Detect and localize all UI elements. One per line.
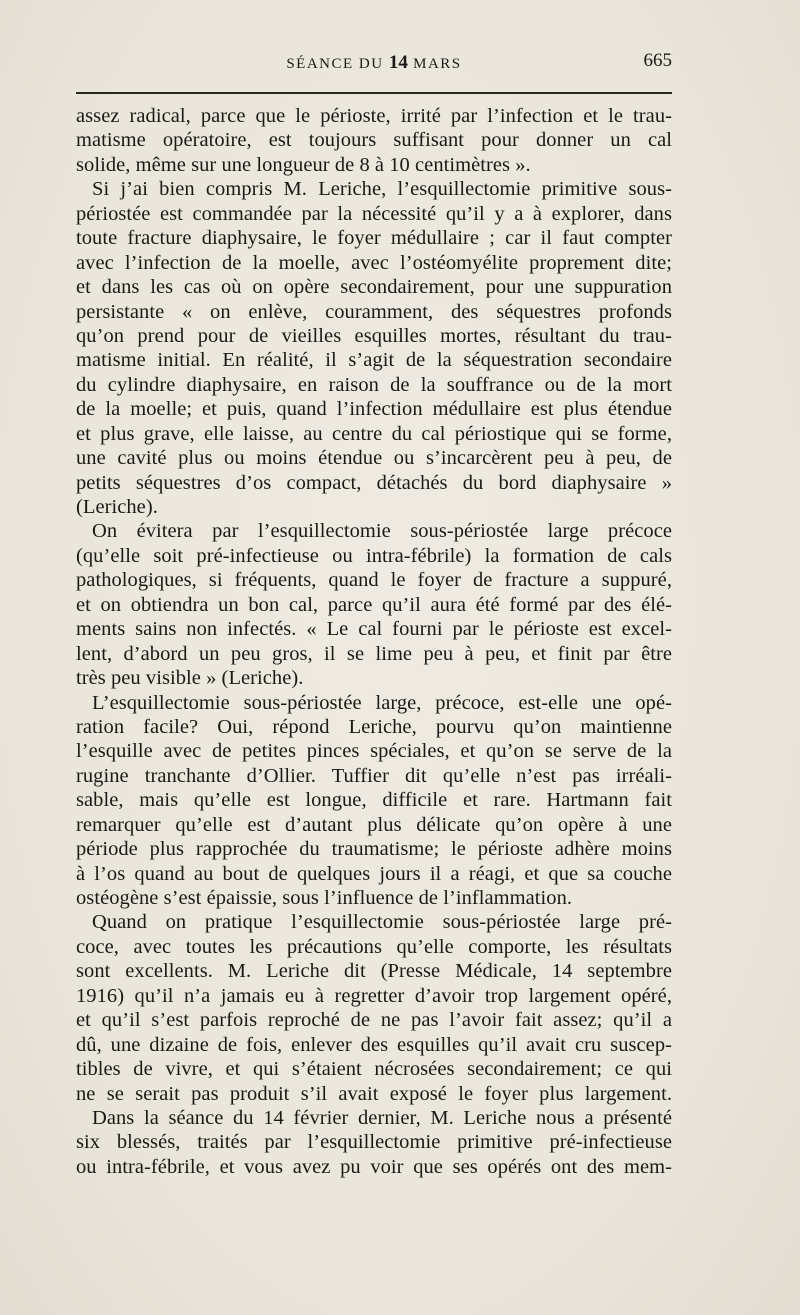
text-line: ne se serait pas produit s’il avait exposé le foyer plus largement. [76,1082,672,1105]
text-line: pathologiques, si fréquents, quand le foyer de fracture a suppuré, [76,569,672,592]
running-header [76,50,672,74]
body-text [76,104,672,1179]
running-title [76,52,672,74]
text-line: rugine tranchante d’Ollier. Tuffier dit qu’elle n’est pas irréali- [76,764,672,787]
text-line: remarquer qu’elle est d’autant plus délicate qu’on opère à une [76,813,672,836]
text-line: coce, avec toutes les précautions qu’elle comporte, les résultats [76,935,672,958]
text-line: Quand on pratique l’esquillectomie sous-périostée large pré- [92,911,672,934]
text-line: et dans les cas où on opère secondairement, pour une suppuration [76,276,672,299]
text-line: solide, même sur une longueur de 8 à 10 centimètres ». [76,153,531,176]
text-line: sont excellents. M. Leriche dit (Presse Médicale, 14 septembre [76,960,672,983]
text-line: et plus grave, elle laisse, au centre du cal périostique qui se forme, [76,422,672,445]
text-line: matisme opératoire, est toujours suffisant pour donner un cal [76,129,672,152]
running-title-month: MARS [413,56,462,72]
text-line: ostéogène s’est épaissie, sous l’influence de l’inflammation. [76,887,573,909]
text-line: très peu visible » (Leriche). [76,667,304,690]
running-title-prefix: SÉANCE DU [286,56,384,72]
text-line: et on obtiendra un bon cal, parce qu’il aura été formé par des élé- [76,593,672,616]
text-line: L’esquillectomie sous-périostée large, précoce, est-elle une opé- [92,691,672,714]
text-line: ration facile? Oui, répond Leriche, pourvu qu’on maintienne [76,715,672,738]
header-rule [76,92,672,94]
text-line: ou intra-fébrile, et vous avez pu voir que ses opérés ont des mem- [76,1155,672,1178]
text-line: du cylindre diaphysaire, en raison de la souffrance ou de la mort [76,373,672,396]
text-line: dû, une dizaine de fois, enlever des esquilles qu’il avait cru suscep- [76,1033,672,1056]
text-line: et qu’il s’est parfois reproché de ne pas l’avoir fait assez; qu’il a [76,1009,672,1032]
text-line: périostée est commandée par la nécessité qu’il y a à explorer, dans [76,202,672,225]
text-line: petits séquestres d’os compact, détachés du bord diaphysaire » [76,471,672,494]
running-title-day: 14 [388,52,408,73]
text-line: sable, mais qu’elle est longue, difficile et rare. Hartmann fait [76,789,672,812]
text-line: toute fracture diaphysaire, le foyer médullaire ; car il faut compter [76,227,672,250]
text-line: une cavité plus ou moins étendue ou s’incarcèrent peu à peu, de [76,447,672,470]
text-line: Si j’ai bien compris M. Leriche, l’esquillectomie primitive sous- [92,178,672,201]
text-line: matisme initial. En réalité, il s’agit de la séquestration secondaire [76,349,672,372]
text-line: Dans la séance du 14 février dernier, M. Leriche nous a présenté [92,1106,672,1129]
text-line: assez radical, parce que le périoste, irrité par l’infection et le trau- [76,105,672,127]
text-line: qu’on prend pour de vieilles esquilles mortes, résultant du trau- [76,324,672,347]
text-line: ments sains non infectés. « Le cal fourni par le périoste est excel- [76,618,672,641]
text-line: (qu’elle soit pré-infectieuse ou intra-fébrile) la formation de cals [76,544,672,567]
text-line: à l’os quand au bout de quelques jours il a réagi, et que sa couche [76,862,672,885]
text-line: (Leriche). [76,496,158,518]
text-line: six blessés, traités par l’esquillectomie primitive pré-infectieuse [76,1131,672,1154]
text-line: l’esquille avec de petites pinces spéciales, et qu’on se serve de la [76,740,672,763]
text-line: de la moelle; et puis, quand l’infection médullaire est plus étendue [76,398,672,421]
text-line: période plus rapprochée du traumatisme; le périoste adhère moins [76,838,672,861]
text-line: lent, d’abord un peu gros, il se lime peu à peu, et finit par être [76,642,672,665]
text-line: avec l’infection de la moelle, avec l’ostéomyélite proprement dite; [76,251,672,274]
text-line: persistante « on enlève, couramment, des séquestres profonds [76,300,672,323]
text-line: tibles de vivre, et qui s’étaient nécrosées secondairement; ce qui [76,1058,672,1081]
text-line: 1916) qu’il n’a jamais eu à regretter d’avoir trop largement opéré, [76,984,672,1007]
page-number: 665 [643,50,672,71]
text-line: On évitera par l’esquillectomie sous-périostée large précoce [92,520,672,543]
